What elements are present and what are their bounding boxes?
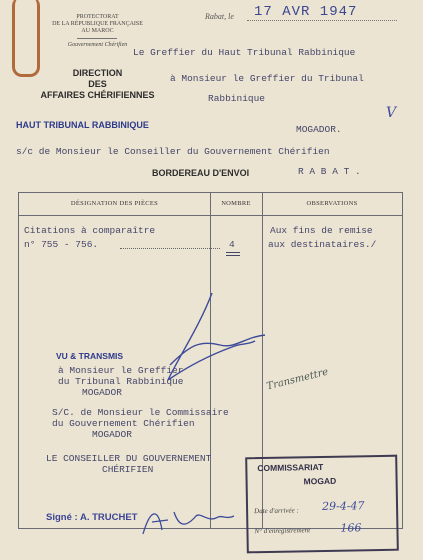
- designation-line: n° 755 - 756.: [24, 239, 99, 250]
- protectorate-line: PROTECTORAT: [76, 14, 119, 20]
- recipient-city: MOGADOR.: [296, 124, 342, 135]
- protectorate-line: DE LA RÉPUBLIQUE FRANÇAISE: [52, 21, 143, 27]
- document-title: BORDEREAU D'ENVOI: [152, 168, 250, 178]
- government-label: Gouvernement Chérifien: [67, 42, 128, 48]
- date-stamp: 17 AVR 1947: [254, 4, 358, 20]
- signature-scribble: [140, 285, 280, 395]
- arrival-value: 29-4-47: [321, 499, 365, 513]
- direction-line: DES: [88, 79, 107, 89]
- place-date-prefix: Rabat, le: [205, 12, 234, 21]
- sender-line: Le Greffier du Haut Tribunal Rabbinique: [133, 47, 356, 58]
- transmis-line: S/C. de Monsieur le Commissaire: [52, 407, 229, 418]
- header-divider: [19, 215, 402, 216]
- register-label: N° d'enregistrement: [254, 526, 311, 536]
- header-observations: OBSERVATIONS: [306, 200, 358, 207]
- nombre-underline: [226, 255, 240, 256]
- truchet-signature: [138, 500, 238, 540]
- transmis-line: MOGADOR: [82, 387, 122, 398]
- via-city: R A B A T .: [298, 166, 361, 177]
- transmis-line: à Monsieur le Greffier: [58, 365, 184, 376]
- protectorate-line: AU MAROC: [81, 28, 114, 34]
- direction-line: DIRECTION: [72, 68, 123, 78]
- header-designation: DÉSIGNATION DES PIÈCES: [70, 200, 159, 207]
- conseiller-line: CHÉRIFIEN: [102, 464, 154, 475]
- nombre-underline: [226, 252, 240, 253]
- direction-line: AFFAIRES CHÉRIFIENNES: [40, 90, 155, 100]
- commissariat-stamp: [245, 455, 399, 554]
- direction-block: [40, 68, 155, 101]
- header-nombre: NOMBRE: [221, 200, 251, 207]
- tribunal-name: HAUT TRIBUNAL RABBINIQUE: [16, 120, 149, 130]
- handwritten-note: Transmettre: [265, 366, 330, 393]
- recipient-line: à Monsieur le Greffier du Tribunal: [170, 73, 364, 84]
- letterhead-protectorate: [40, 14, 155, 49]
- designation-line: Citations à comparaître: [24, 225, 156, 236]
- observation-line: aux destinataires./: [268, 239, 377, 250]
- observation-line: Aux fins de remise: [270, 225, 373, 236]
- register-value: 166: [340, 521, 362, 535]
- transmis-line: du Gouvernement Chérifien: [52, 418, 195, 429]
- transmis-line: MOGADOR: [92, 429, 132, 440]
- recipient-line: Rabbinique: [208, 93, 266, 104]
- via-line: s/c de Monsieur le Conseiller du Gouvernement Chérifien: [16, 146, 330, 157]
- check-mark: V: [386, 105, 397, 121]
- leader-dots: [120, 248, 220, 249]
- transmis-line: du Tribunal Rabbinique: [58, 376, 184, 387]
- stamp-line: MOGAD: [303, 475, 337, 487]
- arrival-label: Date d'arrivée :: [254, 506, 299, 516]
- signed-name: Signé : A. TRUCHET: [46, 512, 138, 523]
- conseiller-line: LE CONSEILLER DU GOUVERNEMENT: [46, 453, 212, 464]
- nombre-value: 4: [229, 239, 235, 250]
- stamp-line: COMMISSARIAT: [257, 461, 324, 474]
- paper-clip: [12, 0, 40, 77]
- date-rule: [247, 20, 397, 21]
- transmis-title: VU & TRANSMIS: [56, 351, 124, 361]
